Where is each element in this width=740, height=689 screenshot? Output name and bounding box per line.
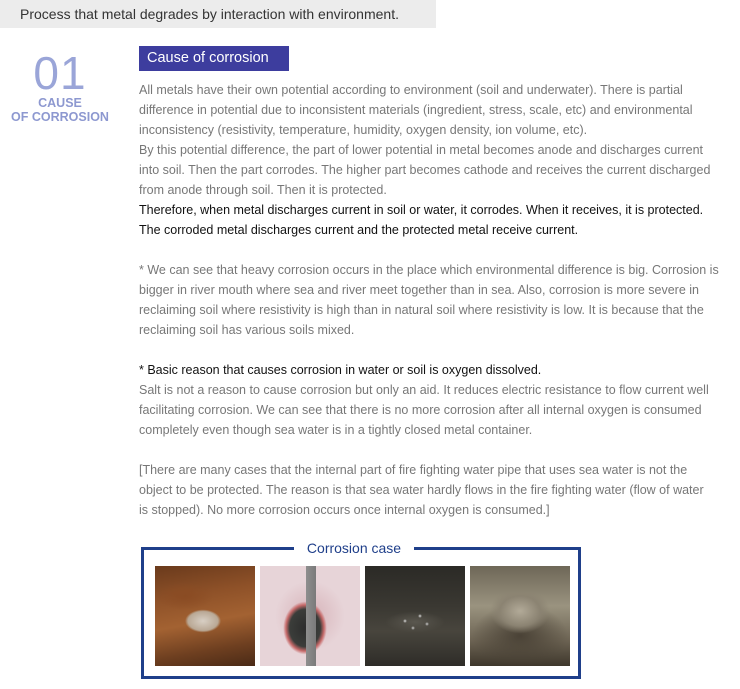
paragraph-line: from anode through soil. Then it is protected. <box>139 183 387 197</box>
paragraph-line: is stopped). No more corrosion occurs once internal oxygen is consumed.] <box>139 503 550 517</box>
body-content <box>139 80 739 520</box>
paragraph-line: Salt is not a reason to cause corrosion but only an aid. It reduces electric resistance to flow current well <box>139 383 709 397</box>
paragraph-line: reclaiming soil has various soils mixed. <box>139 323 355 337</box>
corrosion-case-title: Corrosion case <box>294 538 414 558</box>
section-number: 01 <box>33 47 87 99</box>
paragraph-line: All metals have their own potential according to environment (soil and underwater). There is partial <box>139 83 683 97</box>
paragraph-line: difference in potential due to inconsistent materials (ingredient, stress, scale, etc) and environmental <box>139 103 693 117</box>
page-topbar <box>0 0 436 28</box>
paragraph-line: * We can see that heavy corrosion occurs in the place which environmental difference is big. Corrosion is <box>139 263 719 277</box>
corrosion-photo-surface-spots <box>365 566 465 666</box>
corrosion-photo-pipe-pitting <box>260 566 360 666</box>
spacer <box>139 240 739 260</box>
paragraph-line-emphasis: Therefore, when metal discharges current in soil or water, it corrodes. When it receives, it is protected. <box>139 203 704 217</box>
paragraph-line: bigger in river mouth where sea and river meet together than in sea. Also, corrosion is more severe in <box>139 283 699 297</box>
paragraph-line: completely even though sea water is in a tightly closed metal container. <box>139 423 533 437</box>
paragraph-line: [There are many cases that the internal part of fire fighting water pipe that uses sea water is not the <box>139 463 688 477</box>
paragraph-line: object to be protected. The reason is that sea water hardly flows in the fire fighting water (flow of water <box>139 483 704 497</box>
spacer <box>139 340 739 360</box>
paragraph-line-emphasis: The corroded metal discharges current and the protected metal receive current. <box>139 223 579 237</box>
section-caption-line1: CAUSE <box>38 96 82 110</box>
topbar-text: Process that metal degrades by interaction with environment. <box>20 6 399 22</box>
section-caption-line2: OF CORROSION <box>11 110 109 124</box>
paragraph-line: reclaiming soil where resistivity is high than in natural soil where resistivity is low. It is because that the <box>139 303 704 317</box>
corrosion-photo-pipe-rust <box>155 566 255 666</box>
paragraph-line-emphasis: * Basic reason that causes corrosion in water or soil is oxygen dissolved. <box>139 363 542 377</box>
paragraph-line: By this potential difference, the part of lower potential in metal becomes anode and discharges current <box>139 143 703 157</box>
paragraph-line: into soil. Then the part corrodes. The higher part becomes cathode and receives the current discharged <box>139 163 711 177</box>
corrosion-photo-tank-interior <box>470 566 570 666</box>
paragraph-line: inconsistency (resistivity, temperature, humidity, oxygen density, ion volume, etc). <box>139 123 588 137</box>
section-number-block <box>10 47 110 124</box>
section-heading: Cause of corrosion <box>139 46 289 71</box>
corrosion-case-box <box>141 540 581 679</box>
paragraph-line: facilitating corrosion. We can see that there is no more corrosion after all internal oxygen is consumed <box>139 403 702 417</box>
spacer <box>139 440 739 460</box>
